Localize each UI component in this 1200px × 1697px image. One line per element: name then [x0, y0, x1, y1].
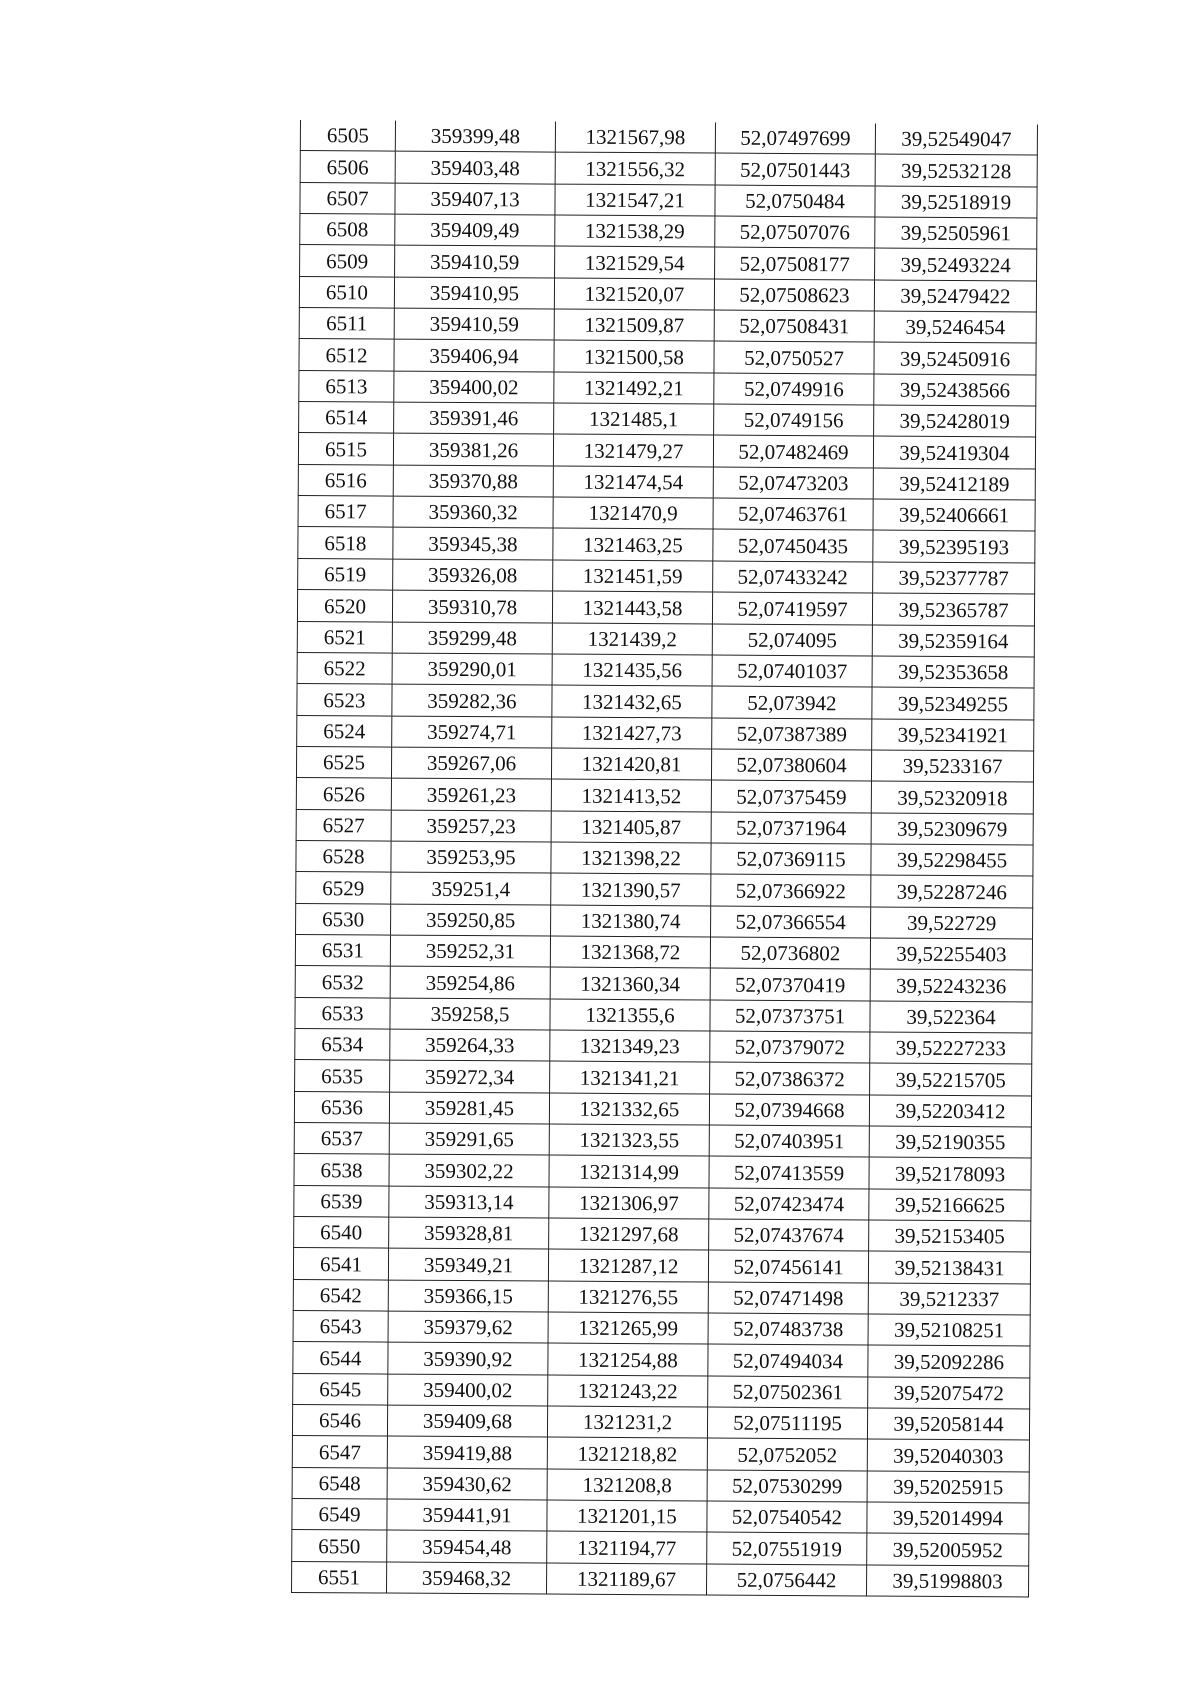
point-number-cell: 6545 — [293, 1373, 388, 1405]
x-coordinate-cell: 359272,34 — [390, 1060, 550, 1092]
x-coordinate-cell: 359282,36 — [392, 684, 552, 716]
longitude-cell: 39,52243236 — [870, 969, 1032, 1001]
longitude-cell: 39,5246454 — [874, 311, 1036, 343]
table-row — [297, 652, 1034, 688]
longitude-cell: 39,52532128 — [875, 154, 1037, 186]
point-number-cell: 6542 — [293, 1279, 388, 1311]
latitude-cell: 52,0750527 — [714, 341, 874, 373]
table-row — [295, 1028, 1032, 1064]
point-number-cell: 6548 — [292, 1467, 387, 1499]
y-coordinate-cell: 1321474,54 — [553, 466, 713, 498]
latitude-cell: 52,07471498 — [708, 1282, 868, 1314]
x-coordinate-cell: 359419,88 — [387, 1436, 547, 1468]
table-row — [299, 370, 1036, 406]
y-coordinate-cell: 1321509,87 — [554, 309, 714, 341]
latitude-cell: 52,07501443 — [715, 153, 875, 185]
longitude-cell: 39,52153405 — [869, 1220, 1031, 1252]
table-row — [296, 872, 1033, 908]
latitude-cell: 52,07380604 — [711, 749, 871, 781]
point-number-cell: 6522 — [297, 652, 392, 684]
latitude-cell: 52,0736802 — [710, 937, 870, 969]
table-row — [295, 934, 1032, 970]
table-row — [294, 1185, 1031, 1221]
latitude-cell: 52,07508431 — [714, 310, 874, 342]
latitude-cell: 52,074095 — [712, 624, 872, 656]
longitude-cell: 39,52353658 — [872, 656, 1034, 688]
point-number-cell: 6512 — [299, 339, 394, 371]
y-coordinate-cell: 1321276,55 — [548, 1281, 708, 1313]
table-row — [298, 464, 1035, 500]
point-number-cell: 6531 — [295, 934, 390, 966]
latitude-cell: 52,07423474 — [709, 1188, 869, 1220]
table-row — [298, 496, 1035, 532]
latitude-cell: 52,07463761 — [713, 498, 873, 530]
x-coordinate-cell: 359299,48 — [392, 622, 552, 654]
table-row — [299, 308, 1036, 344]
point-number-cell: 6521 — [297, 621, 392, 653]
table-row — [300, 214, 1037, 250]
y-coordinate-cell: 1321538,29 — [555, 215, 715, 247]
table-row — [295, 997, 1032, 1033]
table-row — [295, 966, 1032, 1002]
table-row — [299, 276, 1036, 312]
x-coordinate-cell: 359410,59 — [395, 245, 555, 277]
y-coordinate-cell: 1321413,52 — [551, 779, 711, 811]
table-row — [292, 1499, 1029, 1535]
table-row — [300, 245, 1037, 281]
longitude-cell: 39,52075472 — [868, 1377, 1030, 1409]
table-row — [299, 402, 1036, 438]
y-coordinate-cell: 1321368,72 — [550, 936, 710, 968]
x-coordinate-cell: 359328,81 — [389, 1217, 549, 1249]
longitude-cell: 39,52359164 — [872, 625, 1034, 657]
table-row — [293, 1279, 1030, 1315]
y-coordinate-cell: 1321529,54 — [555, 246, 715, 278]
longitude-cell: 39,52505961 — [875, 217, 1037, 249]
latitude-cell: 52,07483738 — [708, 1313, 868, 1345]
longitude-cell: 39,52255403 — [870, 938, 1032, 970]
longitude-cell: 39,52108251 — [868, 1314, 1030, 1346]
latitude-cell: 52,07482469 — [713, 435, 873, 467]
point-number-cell: 6509 — [300, 245, 395, 277]
table-row — [300, 182, 1037, 218]
longitude-cell: 39,52438566 — [874, 374, 1036, 406]
longitude-cell: 39,52040303 — [867, 1439, 1029, 1471]
x-coordinate-cell: 359409,68 — [387, 1405, 547, 1437]
table-row — [294, 1091, 1031, 1127]
longitude-cell: 39,52549047 — [875, 124, 1037, 156]
x-coordinate-cell: 359251,4 — [391, 872, 551, 904]
table-row — [297, 621, 1034, 657]
latitude-cell: 52,07507076 — [715, 216, 875, 248]
x-coordinate-cell: 359261,23 — [391, 778, 551, 810]
point-number-cell: 6530 — [296, 903, 391, 935]
y-coordinate-cell: 1321470,9 — [553, 497, 713, 529]
y-coordinate-cell: 1321390,57 — [551, 873, 711, 905]
y-coordinate-cell: 1321355,6 — [550, 999, 710, 1031]
point-number-cell: 6505 — [300, 120, 395, 151]
y-coordinate-cell: 1321287,12 — [548, 1249, 708, 1281]
y-coordinate-cell: 1321439,2 — [552, 623, 712, 655]
point-number-cell: 6533 — [295, 997, 390, 1029]
x-coordinate-cell: 359257,23 — [391, 810, 551, 842]
y-coordinate-cell: 1321314,99 — [549, 1155, 709, 1187]
longitude-cell: 39,52493224 — [875, 248, 1037, 280]
latitude-cell: 52,0756442 — [706, 1564, 866, 1596]
table-row — [296, 778, 1033, 814]
longitude-cell: 39,522364 — [870, 1001, 1032, 1033]
x-coordinate-cell: 359281,45 — [389, 1092, 549, 1124]
longitude-cell: 39,52518919 — [875, 186, 1037, 218]
x-coordinate-cell: 359310,78 — [392, 590, 552, 622]
latitude-cell: 52,0752052 — [707, 1438, 867, 1470]
x-coordinate-cell: 359366,15 — [388, 1280, 548, 1312]
point-number-cell: 6535 — [295, 1060, 390, 1092]
x-coordinate-cell: 359290,01 — [392, 653, 552, 685]
table-row — [296, 903, 1033, 939]
longitude-cell: 39,52138431 — [868, 1251, 1030, 1283]
point-number-cell: 6529 — [296, 872, 391, 904]
longitude-cell: 39,52395193 — [873, 530, 1035, 562]
longitude-cell: 39,52341921 — [872, 719, 1034, 751]
y-coordinate-cell: 1321398,22 — [551, 842, 711, 874]
y-coordinate-cell: 1321479,27 — [553, 434, 713, 466]
point-number-cell: 6537 — [294, 1122, 389, 1154]
x-coordinate-cell: 359349,21 — [388, 1248, 548, 1280]
point-number-cell: 6517 — [298, 496, 393, 528]
y-coordinate-cell: 1321432,65 — [552, 685, 712, 717]
x-coordinate-cell: 359264,33 — [390, 1029, 550, 1061]
y-coordinate-cell: 1321520,07 — [554, 278, 714, 310]
table-row — [293, 1248, 1030, 1284]
latitude-cell: 52,07456141 — [708, 1250, 868, 1282]
table-row — [293, 1373, 1030, 1409]
latitude-cell: 52,07386372 — [710, 1062, 870, 1094]
x-coordinate-cell: 359313,14 — [389, 1186, 549, 1218]
point-number-cell: 6518 — [298, 527, 393, 559]
table-row — [296, 840, 1033, 876]
y-coordinate-cell: 1321556,32 — [555, 152, 715, 184]
point-number-cell: 6536 — [294, 1091, 389, 1123]
y-coordinate-cell: 1321297,68 — [549, 1218, 709, 1250]
x-coordinate-cell: 359267,06 — [391, 747, 551, 779]
latitude-cell: 52,07502361 — [708, 1376, 868, 1408]
longitude-cell: 39,52349255 — [872, 687, 1034, 719]
longitude-cell: 39,52166625 — [869, 1189, 1031, 1221]
y-coordinate-cell: 1321405,87 — [551, 811, 711, 843]
point-number-cell: 6550 — [292, 1530, 387, 1562]
y-coordinate-cell: 1321332,65 — [549, 1093, 709, 1125]
x-coordinate-cell: 359252,31 — [390, 935, 550, 967]
longitude-cell: 39,52428019 — [874, 405, 1036, 437]
y-coordinate-cell: 1321427,73 — [552, 717, 712, 749]
x-coordinate-cell: 359370,88 — [393, 465, 553, 497]
x-coordinate-cell: 359410,59 — [394, 308, 554, 340]
y-coordinate-cell: 1321231,2 — [547, 1406, 707, 1438]
coordinate-table — [291, 120, 1038, 1598]
point-number-cell: 6515 — [298, 433, 393, 465]
table-row — [296, 746, 1033, 782]
table-row — [292, 1530, 1029, 1566]
latitude-cell: 52,07366554 — [711, 906, 871, 938]
y-coordinate-cell: 1321567,98 — [555, 122, 715, 154]
y-coordinate-cell: 1321420,81 — [551, 748, 711, 780]
y-coordinate-cell: 1321443,58 — [552, 591, 712, 623]
point-number-cell: 6506 — [300, 151, 395, 183]
latitude-cell: 52,07437674 — [709, 1219, 869, 1251]
point-number-cell: 6513 — [299, 370, 394, 402]
latitude-cell: 52,07369115 — [711, 843, 871, 875]
point-number-cell: 6514 — [299, 402, 394, 434]
table-row — [294, 1217, 1031, 1253]
y-coordinate-cell: 1321500,58 — [554, 340, 714, 372]
longitude-cell: 39,52287246 — [871, 875, 1033, 907]
latitude-cell: 52,0750484 — [715, 185, 875, 217]
longitude-cell: 39,522729 — [871, 907, 1033, 939]
latitude-cell: 52,07401037 — [712, 655, 872, 687]
point-number-cell: 6507 — [300, 182, 395, 214]
x-coordinate-cell: 359468,32 — [387, 1562, 547, 1594]
y-coordinate-cell: 1321306,97 — [549, 1187, 709, 1219]
y-coordinate-cell: 1321189,67 — [546, 1563, 706, 1595]
y-coordinate-cell: 1321547,21 — [555, 184, 715, 216]
latitude-cell: 52,07494034 — [708, 1344, 868, 1376]
y-coordinate-cell: 1321218,82 — [547, 1437, 707, 1469]
table-row — [294, 1154, 1031, 1190]
point-number-cell: 6524 — [297, 715, 392, 747]
latitude-cell: 52,07375459 — [711, 780, 871, 812]
table-row — [300, 120, 1037, 155]
x-coordinate-cell: 359430,62 — [387, 1468, 547, 1500]
point-number-cell: 6523 — [297, 684, 392, 716]
table-row — [293, 1311, 1030, 1347]
x-coordinate-cell: 359258,5 — [390, 998, 550, 1030]
y-coordinate-cell: 1321208,8 — [547, 1469, 707, 1501]
point-number-cell: 6525 — [296, 746, 391, 778]
x-coordinate-cell: 359390,92 — [388, 1342, 548, 1374]
latitude-cell: 52,073942 — [712, 686, 872, 718]
latitude-cell: 52,07373751 — [710, 1000, 870, 1032]
table-row — [298, 433, 1035, 469]
latitude-cell: 52,07366922 — [711, 874, 871, 906]
longitude-cell: 39,52178093 — [869, 1157, 1031, 1189]
x-coordinate-cell: 359253,95 — [391, 841, 551, 873]
longitude-cell: 39,5212337 — [868, 1283, 1030, 1315]
latitude-cell: 52,07497699 — [715, 123, 875, 155]
longitude-cell: 39,52298455 — [871, 844, 1033, 876]
y-coordinate-cell: 1321201,15 — [547, 1500, 707, 1532]
point-number-cell: 6547 — [292, 1436, 387, 1468]
table-row — [300, 151, 1037, 187]
y-coordinate-cell: 1321485,1 — [554, 403, 714, 435]
table-row — [297, 590, 1034, 626]
x-coordinate-cell: 359379,62 — [388, 1311, 548, 1343]
point-number-cell: 6511 — [299, 308, 394, 340]
longitude-cell: 39,52320918 — [871, 781, 1033, 813]
table-row — [299, 339, 1036, 375]
longitude-cell: 39,52190355 — [869, 1126, 1031, 1158]
table-row — [297, 715, 1034, 751]
point-number-cell: 6527 — [296, 809, 391, 841]
point-number-cell: 6508 — [300, 214, 395, 246]
x-coordinate-cell: 359345,38 — [393, 528, 553, 560]
latitude-cell: 52,07433242 — [713, 561, 873, 593]
table-row — [292, 1467, 1029, 1503]
x-coordinate-cell: 359410,95 — [394, 277, 554, 309]
y-coordinate-cell: 1321492,21 — [554, 372, 714, 404]
x-coordinate-cell: 359403,48 — [395, 151, 555, 183]
latitude-cell: 52,0749156 — [714, 404, 874, 436]
y-coordinate-cell: 1321360,34 — [550, 967, 710, 999]
table-row — [295, 1060, 1032, 1096]
y-coordinate-cell: 1321194,77 — [547, 1532, 707, 1564]
longitude-cell: 39,52025915 — [867, 1471, 1029, 1503]
longitude-cell: 39,52309679 — [871, 813, 1033, 845]
point-number-cell: 6532 — [295, 966, 390, 998]
y-coordinate-cell: 1321349,23 — [550, 1030, 710, 1062]
longitude-cell: 39,52092286 — [868, 1345, 1030, 1377]
latitude-cell: 52,0749916 — [714, 373, 874, 405]
table-row — [292, 1405, 1029, 1441]
latitude-cell: 52,07379072 — [710, 1031, 870, 1063]
x-coordinate-cell: 359250,85 — [391, 904, 551, 936]
point-number-cell: 6519 — [298, 558, 393, 590]
x-coordinate-cell: 359254,86 — [390, 966, 550, 998]
point-number-cell: 6551 — [292, 1561, 387, 1593]
table-row — [297, 684, 1034, 720]
point-number-cell: 6526 — [296, 778, 391, 810]
table-row — [294, 1122, 1031, 1158]
x-coordinate-cell: 359441,91 — [387, 1499, 547, 1531]
latitude-cell: 52,07413559 — [709, 1156, 869, 1188]
longitude-cell: 39,52215705 — [870, 1063, 1032, 1095]
x-coordinate-cell: 359409,49 — [395, 214, 555, 246]
table-row — [292, 1436, 1029, 1472]
latitude-cell: 52,07508623 — [714, 279, 874, 311]
latitude-cell: 52,07370419 — [710, 968, 870, 1000]
longitude-cell: 39,52450916 — [874, 342, 1036, 374]
longitude-cell: 39,52005952 — [867, 1533, 1029, 1565]
point-number-cell: 6539 — [294, 1185, 389, 1217]
latitude-cell: 52,07551919 — [707, 1532, 867, 1564]
x-coordinate-cell: 359381,26 — [393, 434, 553, 466]
x-coordinate-cell: 359400,02 — [394, 371, 554, 403]
x-coordinate-cell: 359326,08 — [393, 559, 553, 591]
y-coordinate-cell: 1321435,56 — [552, 654, 712, 686]
latitude-cell: 52,07530299 — [707, 1470, 867, 1502]
latitude-cell: 52,07511195 — [707, 1407, 867, 1439]
latitude-cell: 52,07403951 — [709, 1125, 869, 1157]
point-number-cell: 6510 — [299, 276, 394, 308]
longitude-cell: 39,52014994 — [867, 1502, 1029, 1534]
point-number-cell: 6520 — [297, 590, 392, 622]
latitude-cell: 52,07473203 — [713, 467, 873, 499]
latitude-cell: 52,07419597 — [712, 592, 872, 624]
longitude-cell: 39,52479422 — [874, 280, 1036, 312]
latitude-cell: 52,07450435 — [713, 529, 873, 561]
table-row — [298, 527, 1035, 563]
point-number-cell: 6549 — [292, 1499, 387, 1531]
y-coordinate-cell: 1321463,25 — [553, 529, 713, 561]
point-number-cell: 6546 — [292, 1405, 387, 1437]
y-coordinate-cell: 1321451,59 — [553, 560, 713, 592]
longitude-cell: 39,5233167 — [871, 750, 1033, 782]
x-coordinate-cell: 359407,13 — [395, 183, 555, 215]
point-number-cell: 6534 — [295, 1028, 390, 1060]
longitude-cell: 39,52058144 — [867, 1408, 1029, 1440]
latitude-cell: 52,07371964 — [711, 812, 871, 844]
y-coordinate-cell: 1321254,88 — [548, 1343, 708, 1375]
latitude-cell: 52,07540542 — [707, 1501, 867, 1533]
longitude-cell: 39,52419304 — [873, 436, 1035, 468]
x-coordinate-cell: 359291,65 — [389, 1123, 549, 1155]
point-number-cell: 6540 — [294, 1217, 389, 1249]
x-coordinate-cell: 359399,48 — [395, 121, 555, 153]
y-coordinate-cell: 1321323,55 — [549, 1124, 709, 1156]
x-coordinate-cell: 359454,48 — [387, 1531, 547, 1563]
longitude-cell: 39,51998803 — [866, 1565, 1028, 1597]
table-body — [292, 120, 1038, 1597]
latitude-cell: 52,07508177 — [715, 247, 875, 279]
y-coordinate-cell: 1321265,99 — [548, 1312, 708, 1344]
y-coordinate-cell: 1321341,21 — [550, 1061, 710, 1093]
x-coordinate-cell: 359400,02 — [388, 1374, 548, 1406]
table-row — [293, 1342, 1030, 1378]
latitude-cell: 52,07394668 — [709, 1094, 869, 1126]
longitude-cell: 39,52406661 — [873, 499, 1035, 531]
point-number-cell: 6516 — [298, 464, 393, 496]
table-row — [298, 558, 1035, 594]
point-number-cell: 6541 — [293, 1248, 388, 1280]
table-row — [296, 809, 1033, 845]
x-coordinate-cell: 359391,46 — [394, 402, 554, 434]
y-coordinate-cell: 1321243,22 — [548, 1375, 708, 1407]
x-coordinate-cell: 359302,22 — [389, 1154, 549, 1186]
longitude-cell: 39,52227233 — [870, 1032, 1032, 1064]
longitude-cell: 39,52365787 — [872, 593, 1034, 625]
x-coordinate-cell: 359406,94 — [394, 339, 554, 371]
longitude-cell: 39,52412189 — [873, 468, 1035, 500]
x-coordinate-cell: 359360,32 — [393, 496, 553, 528]
latitude-cell: 52,07387389 — [712, 718, 872, 750]
point-number-cell: 6528 — [296, 840, 391, 872]
y-coordinate-cell: 1321380,74 — [551, 905, 711, 937]
longitude-cell: 39,52377787 — [873, 562, 1035, 594]
point-number-cell: 6543 — [293, 1311, 388, 1343]
point-number-cell: 6544 — [293, 1342, 388, 1374]
point-number-cell: 6538 — [294, 1154, 389, 1186]
x-coordinate-cell: 359274,71 — [392, 716, 552, 748]
table-row — [292, 1561, 1029, 1597]
longitude-cell: 39,52203412 — [869, 1095, 1031, 1127]
